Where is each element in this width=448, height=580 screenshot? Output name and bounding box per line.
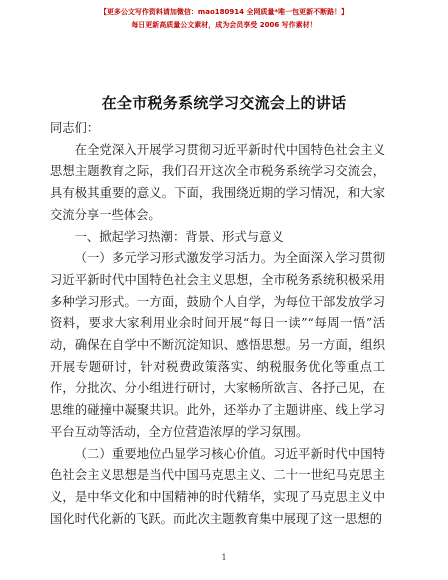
intro-paragraph: 在全党深入开展学习贯彻习近平新时代中国特色社会主义思想主题教育之际，我们召开这次全市税务系统学习交流会，具有极其重要的意义。下面，我围绕近期的学习情况，和大家交流分享一些体会。 (50, 142, 385, 222)
greeting: 同志们： (50, 121, 100, 135)
promo-banner-line-1: 【更多公文写作资料请加微信：mao180914 全网质量*唯一包更新不断路！】 (99, 8, 349, 16)
subsection-paragraph-2: （二）重要地位凸显学习核心价值。习近平新时代中国特色社会主义思想是当代中国马克思主义、二十一世纪马克思主义，是中华文化和中国精神的时代精华，实现了马克思主义中国化时代化新的飞跃。而此次主题教育集中展现了这一思想的 (50, 446, 385, 526)
section-heading-1: 一、掀起学习热潮：背景、形式与意义 (74, 229, 284, 244)
document-body (50, 118, 385, 530)
document-title: 在全市税务系统学习交流会上的讲话 (101, 94, 347, 112)
page-number: 1 (221, 553, 227, 562)
promo-banner-line-2: 每日更新高质量公文素材，成为会员享受 2006 写作素材！ (131, 21, 317, 29)
subsection-paragraph-1: （一）多元学习形式激发学习活力。为全面深入学习贯彻习近平新时代中国特色社会主义思想，全市税务系统积极采用多种学习形式。一方面，鼓励个人自学，为每位干部发放学习资料，要求大家利用业余时间开展“每日一读”“每周一悟”活动，确保在自学中不断沉淀知识、感悟思想。另一方面，组织开展专题研讨，针对税费政策落实、纳税服务优化等重点工作，分批次、分小组进行研讨，大家畅所欲言、各抒己见，在思维的碰撞中凝聚共识。此外，还举办了主题讲座、线上学习平台互动等活动，全方位营造浓厚的学习氛围。 (50, 251, 385, 439)
